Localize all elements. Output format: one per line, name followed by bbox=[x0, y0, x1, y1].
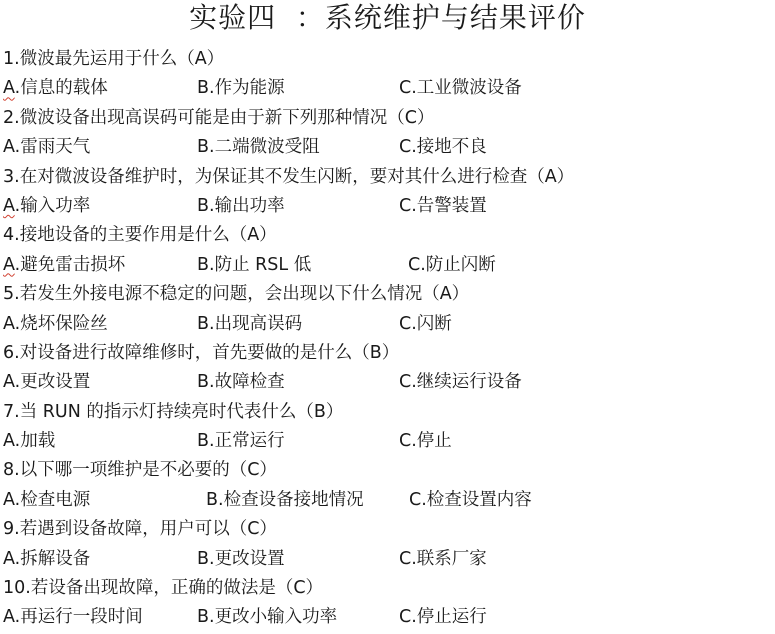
question-text: 1.微波最先运用于什么（A） bbox=[3, 49, 225, 69]
option-a: A.再运行一段时间 bbox=[3, 607, 143, 628]
option-c: C.接地不良 bbox=[399, 137, 487, 158]
option-a: A.加载 bbox=[3, 431, 56, 452]
question-item bbox=[3, 163, 773, 222]
option-b: B.更改小输入功率 bbox=[197, 607, 338, 628]
question-item bbox=[3, 339, 773, 398]
answer-options bbox=[3, 310, 773, 339]
question-text: 5.若发生外接电源不稳定的问题，会出现以下什么情况（A） bbox=[3, 284, 470, 305]
answer-options bbox=[3, 251, 773, 280]
question-item bbox=[3, 574, 773, 633]
question-item bbox=[3, 221, 773, 280]
option-a: A.检查电源 bbox=[3, 489, 91, 510]
question-item bbox=[3, 104, 773, 163]
option-b: B.作为能源 bbox=[197, 78, 285, 99]
option-b: B.出现高误码 bbox=[197, 313, 303, 334]
answer-options bbox=[3, 133, 773, 162]
question-item bbox=[3, 456, 773, 515]
question-text: 4.接地设备的主要作用是什么（A） bbox=[3, 225, 277, 246]
question-text: 7.当 RUN 的指示灯持续亮时代表什么（B） bbox=[3, 401, 344, 422]
question-text: 8.以下哪一项维护是不必要的（C） bbox=[3, 460, 277, 481]
option-c: C.继续运行设备 bbox=[399, 372, 522, 393]
question-item bbox=[3, 515, 773, 574]
option-a: A.输入功率 bbox=[3, 195, 91, 216]
answer-options bbox=[3, 74, 773, 103]
answer-options bbox=[3, 486, 773, 515]
answer-options bbox=[3, 368, 773, 397]
answer-options bbox=[3, 192, 773, 221]
question-text: 9.若遇到设备故障，用户可以（C） bbox=[3, 519, 277, 540]
question-text: 2.微波设备出现高误码可能是由于新下列那种情况（C） bbox=[3, 107, 435, 128]
option-c: C.检查设置内容 bbox=[409, 489, 532, 510]
question-item bbox=[3, 280, 773, 339]
answer-options bbox=[3, 603, 773, 632]
option-b: B.输出功率 bbox=[197, 195, 285, 216]
option-a: A.烧坏保险丝 bbox=[3, 313, 108, 334]
question-list bbox=[3, 45, 773, 633]
option-a: A.信息的载体 bbox=[3, 78, 108, 99]
question-text: 10.若设备出现故障，正确的做法是（C） bbox=[3, 578, 324, 599]
option-b: B.故障检查 bbox=[197, 372, 285, 393]
option-b: B.更改设置 bbox=[197, 548, 285, 569]
option-c: C.告警装置 bbox=[399, 195, 487, 216]
option-c: C.停止 bbox=[399, 431, 452, 452]
option-c: C.闪断 bbox=[399, 313, 452, 334]
question-text: 6.对设备进行故障维修时，首先要做的是什么（B） bbox=[3, 342, 400, 363]
option-a: A.避免雷击损坏 bbox=[3, 254, 126, 275]
answer-options bbox=[3, 545, 773, 574]
option-c: C.工业微波设备 bbox=[399, 78, 522, 99]
option-c: C.防止闪断 bbox=[408, 254, 496, 275]
option-a: A.雷雨天气 bbox=[3, 137, 91, 158]
option-b: B.防止 RSL 低 bbox=[197, 254, 312, 275]
option-b: B.正常运行 bbox=[197, 431, 285, 452]
question-text: 3.在对微波设备维护时，为保证其不发生闪断，要对其什么进行检查（A） bbox=[3, 166, 575, 187]
option-b: B.二端微波受阻 bbox=[197, 137, 320, 158]
option-c: C.联系厂家 bbox=[399, 548, 487, 569]
question-item bbox=[3, 45, 773, 104]
page-title: 实验四 ：系统维护与结果评价 bbox=[189, 1, 586, 34]
option-a: A.更改设置 bbox=[3, 372, 91, 393]
answer-options bbox=[3, 427, 773, 456]
question-item bbox=[3, 398, 773, 457]
option-b: B.检查设备接地情况 bbox=[206, 489, 364, 510]
option-a: A.拆解设备 bbox=[3, 548, 91, 569]
option-c: C.停止运行 bbox=[399, 607, 487, 628]
